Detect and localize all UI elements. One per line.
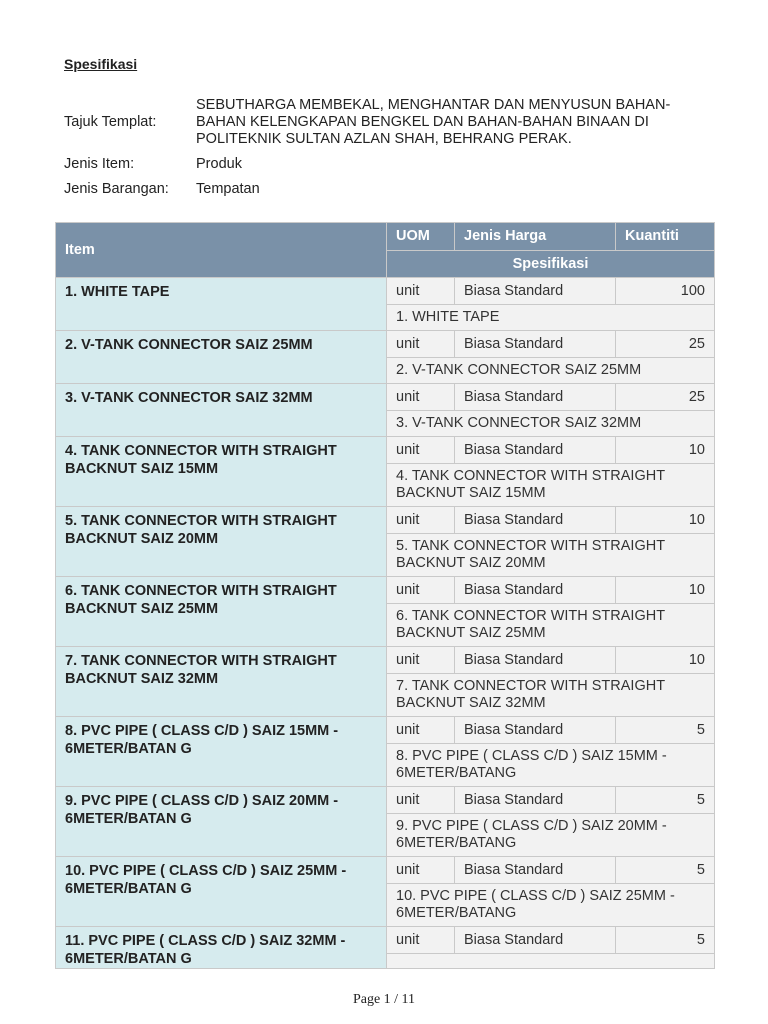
kuantiti-cell: 10 xyxy=(616,507,715,534)
item-name: 3. V-TANK CONNECTOR SAIZ 32MM xyxy=(56,384,387,437)
meta-row-tajuk xyxy=(64,97,714,148)
meta-row-jenis-barangan xyxy=(64,181,714,198)
table-row xyxy=(56,437,715,464)
kuantiti-cell: 5 xyxy=(616,717,715,744)
item-name: 4. TANK CONNECTOR WITH STRAIGHT BACKNUT SAIZ 15MM xyxy=(56,437,387,507)
kuantiti-cell: 5 xyxy=(616,857,715,884)
specification-table xyxy=(55,222,715,969)
page-footer: Page 1 / 11 xyxy=(352,992,416,1007)
jenis-harga-cell: Biasa Standard xyxy=(455,787,616,814)
item-name: 11. PVC PIPE ( CLASS C/D ) SAIZ 32MM - 6METER/BATAN G xyxy=(56,927,387,969)
item-name: 7. TANK CONNECTOR WITH STRAIGHT BACKNUT SAIZ 32MM xyxy=(56,647,387,717)
jenis-harga-cell: Biasa Standard xyxy=(455,857,616,884)
header-uom: UOM xyxy=(387,223,455,251)
item-name: 8. PVC PIPE ( CLASS C/D ) SAIZ 15MM - 6METER/BATAN G xyxy=(56,717,387,787)
kuantiti-cell: 25 xyxy=(616,384,715,411)
uom-cell: unit xyxy=(387,647,455,674)
jenis-harga-cell: Biasa Standard xyxy=(455,278,616,305)
uom-cell: unit xyxy=(387,384,455,411)
uom-cell: unit xyxy=(387,278,455,305)
jenis-harga-cell: Biasa Standard xyxy=(455,384,616,411)
table-body xyxy=(56,278,715,969)
kuantiti-cell: 10 xyxy=(616,647,715,674)
uom-cell: unit xyxy=(387,787,455,814)
uom-cell: unit xyxy=(387,927,455,954)
item-name: 10. PVC PIPE ( CLASS C/D ) SAIZ 25MM - 6METER/BATAN G xyxy=(56,857,387,927)
spesifikasi-cell: 1. WHITE TAPE xyxy=(387,305,715,331)
jenis-harga-cell: Biasa Standard xyxy=(455,507,616,534)
spesifikasi-cell: 5. TANK CONNECTOR WITH STRAIGHT BACKNUT SAIZ 20MM xyxy=(387,534,715,577)
table-row xyxy=(56,577,715,604)
header-jenis-harga: Jenis Harga xyxy=(455,223,616,251)
uom-cell: unit xyxy=(387,717,455,744)
table-row xyxy=(56,717,715,744)
jenis-harga-cell: Biasa Standard xyxy=(455,437,616,464)
jenis-harga-cell: Biasa Standard xyxy=(455,717,616,744)
spesifikasi-cell: 6. TANK CONNECTOR WITH STRAIGHT BACKNUT SAIZ 25MM xyxy=(387,604,715,647)
jenis-barangan-value: Tempatan xyxy=(196,181,260,197)
spesifikasi-cell: 9. PVC PIPE ( CLASS C/D ) SAIZ 20MM - 6METER/BATANG xyxy=(387,814,715,857)
header-kuantiti: Kuantiti xyxy=(616,223,715,251)
item-name: 6. TANK CONNECTOR WITH STRAIGHT BACKNUT SAIZ 25MM xyxy=(56,577,387,647)
header-spesifikasi: Spesifikasi xyxy=(387,250,715,278)
uom-cell: unit xyxy=(387,331,455,358)
spesifikasi-cell: 2. V-TANK CONNECTOR SAIZ 25MM xyxy=(387,358,715,384)
uom-cell: unit xyxy=(387,507,455,534)
meta-row-jenis-item xyxy=(64,156,714,173)
item-name: 1. WHITE TAPE xyxy=(56,278,387,331)
table-row xyxy=(56,857,715,884)
tajuk-label: Tajuk Templat: xyxy=(64,114,157,130)
table-row xyxy=(56,278,715,305)
jenis-harga-cell: Biasa Standard xyxy=(455,331,616,358)
jenis-harga-cell: Biasa Standard xyxy=(455,647,616,674)
spesifikasi-cell: 8. PVC PIPE ( CLASS C/D ) SAIZ 15MM - 6METER/BATANG xyxy=(387,744,715,787)
kuantiti-cell: 5 xyxy=(616,927,715,954)
jenis-barangan-label: Jenis Barangan: xyxy=(64,181,169,197)
template-meta xyxy=(64,97,714,206)
header-item: Item xyxy=(56,223,387,278)
item-name: 9. PVC PIPE ( CLASS C/D ) SAIZ 20MM - 6METER/BATAN G xyxy=(56,787,387,857)
jenis-item-label: Jenis Item: xyxy=(64,156,135,172)
item-name: 2. V-TANK CONNECTOR SAIZ 25MM xyxy=(56,331,387,384)
uom-cell: unit xyxy=(387,577,455,604)
table-row xyxy=(56,787,715,814)
spesifikasi-cell: 10. PVC PIPE ( CLASS C/D ) SAIZ 25MM - 6METER/BATANG xyxy=(387,884,715,927)
kuantiti-cell: 100 xyxy=(616,278,715,305)
table-row xyxy=(56,384,715,411)
table-row xyxy=(56,507,715,534)
spesifikasi-cell: 4. TANK CONNECTOR WITH STRAIGHT BACKNUT SAIZ 15MM xyxy=(387,464,715,507)
kuantiti-cell: 5 xyxy=(616,787,715,814)
table-row xyxy=(56,927,715,954)
uom-cell: unit xyxy=(387,437,455,464)
kuantiti-cell: 25 xyxy=(616,331,715,358)
kuantiti-cell: 10 xyxy=(616,577,715,604)
jenis-harga-cell: Biasa Standard xyxy=(455,927,616,954)
spesifikasi-cell: 3. V-TANK CONNECTOR SAIZ 32MM xyxy=(387,411,715,437)
uom-cell: unit xyxy=(387,857,455,884)
table-row xyxy=(56,331,715,358)
tajuk-value: SEBUTHARGA MEMBEKAL, MENGHANTAR DAN MENYUSUN BAHAN-BAHAN KELENGKAPAN BENGKEL DAN BAHAN-BAHAN BINAAN DI POLITEKNIK SULTAN AZLAN SHAH, BEHRANG PERAK. xyxy=(196,97,671,147)
kuantiti-cell: 10 xyxy=(616,437,715,464)
jenis-harga-cell: Biasa Standard xyxy=(455,577,616,604)
item-name: 5. TANK CONNECTOR WITH STRAIGHT BACKNUT SAIZ 20MM xyxy=(56,507,387,577)
table-row xyxy=(56,647,715,674)
jenis-item-value: Produk xyxy=(196,156,242,172)
spesifikasi-cell: 7. TANK CONNECTOR WITH STRAIGHT BACKNUT SAIZ 32MM xyxy=(387,674,715,717)
section-title: Spesifikasi xyxy=(64,56,138,72)
spesifikasi-cell xyxy=(387,954,715,969)
